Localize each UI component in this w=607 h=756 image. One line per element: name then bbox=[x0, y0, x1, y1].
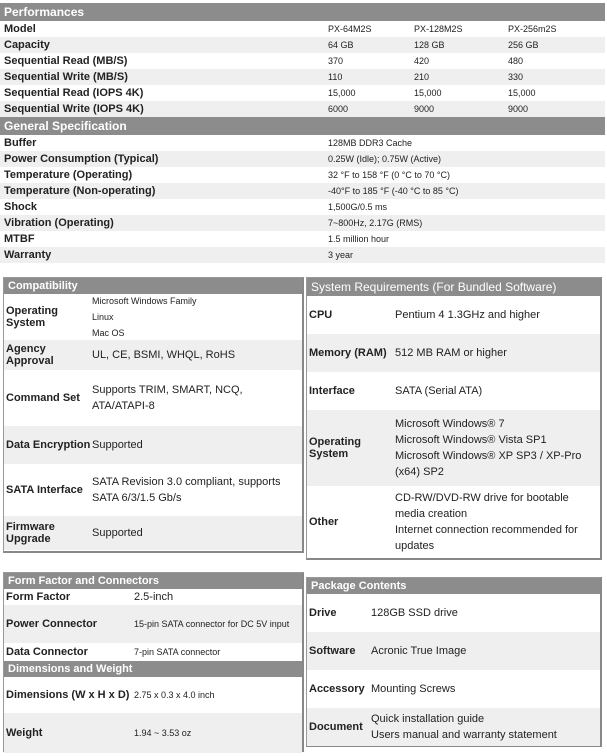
compat-os-values bbox=[92, 293, 201, 341]
general-spec-title: General Specification bbox=[0, 117, 605, 135]
power-connector-value: 15-pin SATA connector for DC 5V input bbox=[134, 619, 290, 629]
sysreq-row-interface bbox=[307, 372, 600, 410]
power-connector-label: Power Connector bbox=[6, 618, 98, 630]
performance-row bbox=[0, 37, 605, 53]
general-spec-row bbox=[0, 247, 605, 263]
performances-table bbox=[0, 3, 605, 263]
compat-command-value: Supports TRIM, SMART, NCQ, ATA/ATAPI-8 bbox=[92, 384, 243, 412]
performance-value-256: 330 bbox=[508, 72, 524, 82]
package-drive-value: 128GB SSD drive bbox=[371, 607, 458, 619]
package-row-accessory bbox=[307, 670, 600, 708]
performance-row bbox=[0, 101, 605, 117]
compat-agency-label: Agency Approval bbox=[6, 343, 54, 367]
performance-value-256: 480 bbox=[508, 56, 524, 66]
sysreq-other-values bbox=[395, 490, 599, 554]
general-spec-label: Warranty bbox=[4, 249, 52, 261]
compat-encryption-value: Supported bbox=[92, 439, 143, 451]
performance-value-64: 15,000 bbox=[328, 88, 356, 98]
performance-value-64: 64 GB bbox=[328, 40, 354, 50]
general-spec-row bbox=[0, 135, 605, 151]
general-spec-label: MTBF bbox=[4, 233, 35, 245]
sysreq-os-value: Microsoft Windows® 7 bbox=[395, 418, 505, 430]
compat-command-label: Command Set bbox=[6, 392, 80, 404]
compatibility-box bbox=[3, 277, 304, 553]
data-connector-label: Data Connector bbox=[6, 646, 88, 658]
form-factor-value: 2.5-inch bbox=[134, 591, 174, 603]
dimensions-label: Dimensions (W x H x D) bbox=[6, 689, 130, 701]
sysreq-row-cpu bbox=[307, 296, 600, 334]
form-row-factor bbox=[4, 589, 302, 605]
compat-agency-value: UL, CE, BSMI, WHQL, RoHS bbox=[92, 349, 236, 361]
compat-os-value: Microsoft Windows Family bbox=[92, 296, 197, 306]
general-spec-value: 1,500G/0.5 ms bbox=[328, 202, 388, 212]
compat-os-value: Linux bbox=[92, 312, 114, 322]
performance-value-128: 15,000 bbox=[414, 88, 442, 98]
general-spec-value: -40°F to 185 °F (-40 °C to 85 °C) bbox=[328, 186, 459, 196]
general-spec-value: 1.5 million hour bbox=[328, 234, 390, 244]
package-contents-box bbox=[306, 577, 602, 747]
sysreq-other-label: Other bbox=[309, 516, 339, 528]
compatibility-title: Compatibility bbox=[4, 278, 302, 294]
package-document-value: Users manual and warranty statement bbox=[371, 729, 557, 741]
performance-value-128: 210 bbox=[414, 72, 430, 82]
weight-value: 1.94 ~ 3.53 oz bbox=[134, 728, 192, 738]
sysreq-iface-label: Interface bbox=[309, 385, 355, 397]
general-spec-value: 128MB DDR3 Cache bbox=[328, 138, 413, 148]
performance-value-128: 420 bbox=[414, 56, 430, 66]
general-spec-label: Vibration (Operating) bbox=[4, 217, 114, 229]
sysreq-iface-value: SATA (Serial ATA) bbox=[395, 385, 483, 397]
general-spec-row bbox=[0, 199, 605, 215]
compat-row-encryption bbox=[4, 426, 302, 464]
compat-encryption-label: Data Encryption bbox=[6, 439, 91, 451]
sysreq-mem-label: Memory (RAM) bbox=[309, 347, 387, 359]
sysreq-row-memory bbox=[307, 334, 600, 372]
performances-title: Performances bbox=[0, 3, 605, 21]
performance-value-256: PX-256m2S bbox=[508, 24, 557, 34]
package-accessory-value: Mounting Screws bbox=[371, 683, 456, 695]
sysreq-os-value: Microsoft Windows® Vista SP1 bbox=[395, 434, 547, 446]
performance-value-64: PX-64M2S bbox=[328, 24, 372, 34]
sysreq-os-values bbox=[395, 416, 599, 480]
performance-value-128: 128 GB bbox=[414, 40, 445, 50]
compat-os-value: Mac OS bbox=[92, 328, 125, 338]
performance-value-64: 110 bbox=[328, 72, 343, 82]
compat-os-label: Operating System bbox=[6, 305, 58, 329]
data-connector-value: 7-pin SATA connector bbox=[134, 647, 221, 657]
general-spec-value: 7~800Hz, 2.17G (RMS) bbox=[328, 218, 423, 228]
package-document-value: Quick installation guide bbox=[371, 713, 485, 725]
performance-row-label: Sequential Read (MB/S) bbox=[4, 55, 128, 67]
general-spec-label: Buffer bbox=[4, 137, 37, 149]
package-row-drive bbox=[307, 594, 600, 632]
performance-value-128: PX-128M2S bbox=[414, 24, 463, 34]
form-factor-label: Form Factor bbox=[6, 591, 71, 603]
sysreq-mem-value: 512 MB RAM or higher bbox=[395, 347, 507, 359]
package-software-label: Software bbox=[309, 645, 356, 657]
performance-row-label: Sequential Write (MB/S) bbox=[4, 71, 128, 83]
performance-row-label: Sequential Read (IOPS 4K) bbox=[4, 87, 144, 99]
package-document-values bbox=[371, 711, 561, 743]
sysreq-title: System Requirements (For Bundled Software) bbox=[307, 278, 600, 296]
package-row-software bbox=[307, 632, 600, 670]
package-software-value: Acronic True Image bbox=[371, 645, 467, 657]
sysreq-row-other bbox=[307, 486, 600, 558]
package-document-label: Document bbox=[309, 721, 363, 733]
performance-row bbox=[0, 85, 605, 101]
sysreq-os-value: Microsoft Windows® XP SP3 / XP-Pro (x64) SP2 bbox=[395, 450, 582, 478]
form-factor-title: Form Factor and Connectors bbox=[4, 573, 302, 589]
dimensions-value: 2.75 x 0.3 x 4.0 inch bbox=[134, 690, 215, 700]
general-spec-row bbox=[0, 231, 605, 247]
performance-value-256: 15,000 bbox=[508, 88, 536, 98]
package-row-document bbox=[307, 708, 600, 746]
general-spec-label: Shock bbox=[4, 201, 38, 213]
compat-row-sata bbox=[4, 464, 302, 516]
sysreq-row-os bbox=[307, 410, 600, 486]
package-title: Package Contents bbox=[307, 578, 600, 594]
performance-row bbox=[0, 69, 605, 85]
compat-firmware-value: Supported bbox=[92, 527, 143, 539]
performance-value-128: 9000 bbox=[414, 104, 435, 114]
dimensions-title: Dimensions and Weight bbox=[4, 661, 302, 677]
performance-row-label: Sequential Write (IOPS 4K) bbox=[4, 103, 144, 115]
package-accessory-label: Accessory bbox=[309, 683, 365, 695]
form-row-weight bbox=[4, 713, 302, 753]
compat-row-command bbox=[4, 370, 302, 426]
performance-value-256: 256 GB bbox=[508, 40, 539, 50]
compat-firmware-label: Firmware Upgrade bbox=[6, 521, 55, 545]
weight-label: Weight bbox=[6, 727, 43, 739]
performance-row bbox=[0, 21, 605, 37]
general-spec-row bbox=[0, 183, 605, 199]
form-row-data bbox=[4, 643, 302, 661]
general-spec-row bbox=[0, 151, 605, 167]
performance-value-64: 370 bbox=[328, 56, 344, 66]
sysreq-os-label: Operating System bbox=[309, 436, 361, 460]
performance-row-label: Model bbox=[4, 23, 36, 35]
package-drive-label: Drive bbox=[309, 607, 337, 619]
general-spec-value: 0.25W (Idle); 0.75W (Active) bbox=[328, 154, 442, 164]
system-requirements-box bbox=[306, 277, 602, 560]
general-spec-row bbox=[0, 167, 605, 183]
performance-value-64: 6000 bbox=[328, 104, 349, 114]
sysreq-other-value: Internet connection recommended for updates bbox=[395, 524, 578, 552]
compat-sata-value: SATA Revision 3.0 compliant, supports SATA 6/3/1.5 Gb/s bbox=[92, 476, 281, 504]
performance-row-label: Capacity bbox=[4, 39, 50, 51]
form-row-power bbox=[4, 605, 302, 643]
form-row-dimensions bbox=[4, 677, 302, 713]
general-spec-label: Power Consumption (Typical) bbox=[4, 153, 159, 165]
compat-sata-label: SATA Interface bbox=[6, 484, 83, 496]
general-spec-label: Temperature (Non-operating) bbox=[4, 185, 156, 197]
compat-row-os bbox=[4, 294, 302, 340]
general-spec-value: 3 year bbox=[328, 250, 354, 260]
general-spec-label: Temperature (Operating) bbox=[4, 169, 133, 181]
compat-row-firmware bbox=[4, 516, 302, 550]
sysreq-cpu-value: Pentium 4 1.3GHz and higher bbox=[395, 309, 540, 321]
general-spec-row bbox=[0, 215, 605, 231]
performance-row bbox=[0, 53, 605, 69]
sysreq-other-value: CD-RW/DVD-RW drive for bootable media creation bbox=[395, 492, 569, 520]
sysreq-cpu-label: CPU bbox=[309, 309, 333, 321]
performance-value-256: 9000 bbox=[508, 104, 529, 114]
compat-row-agency bbox=[4, 340, 302, 370]
form-factor-box bbox=[3, 572, 304, 752]
general-spec-value: 32 °F to 158 °F (0 °C to 70 °C) bbox=[328, 170, 450, 180]
